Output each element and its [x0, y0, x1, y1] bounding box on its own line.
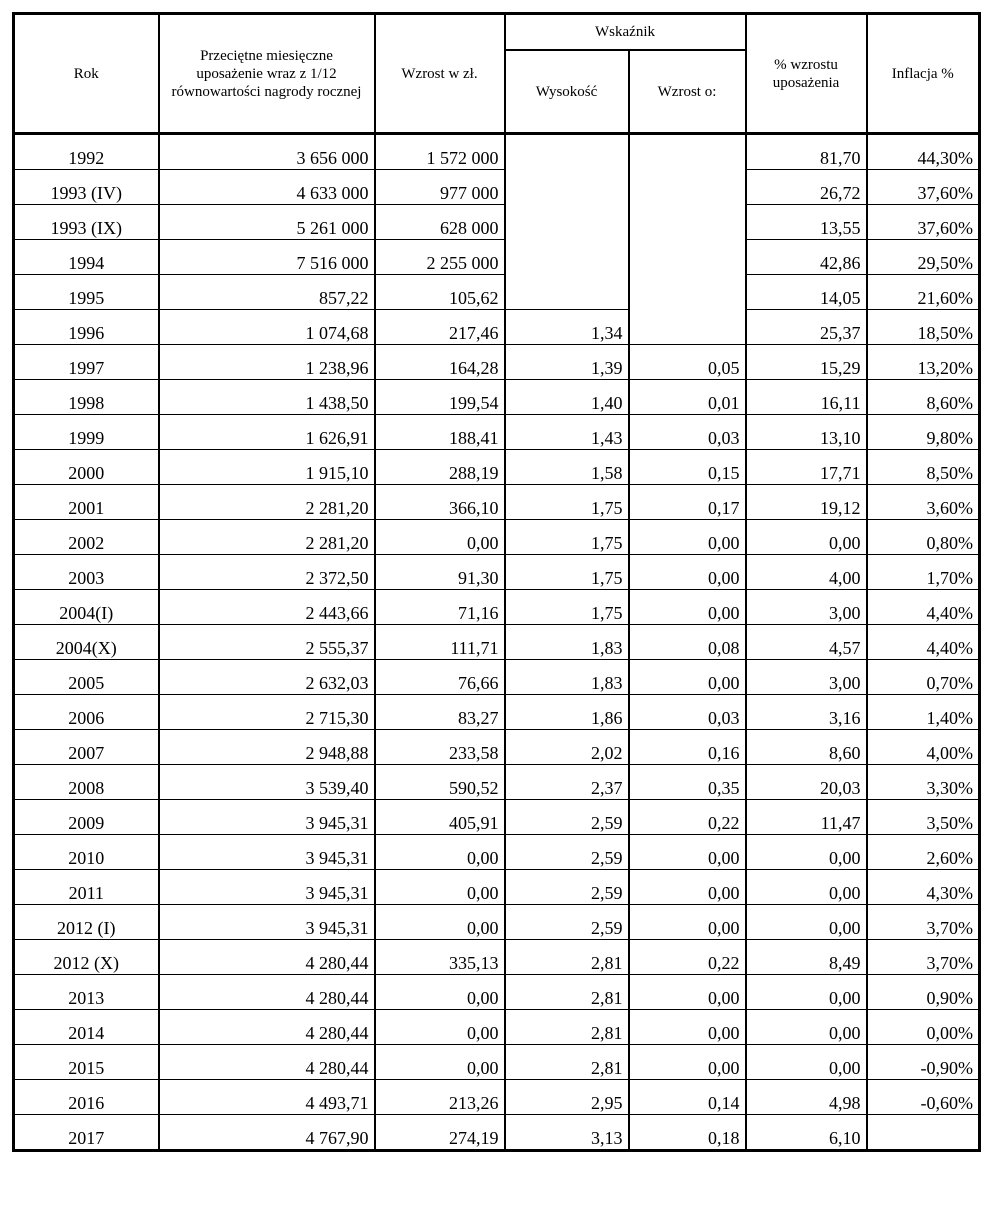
cell-uposazenie: 2 632,03: [159, 660, 375, 695]
cell-proc-wzrostu: 13,10: [746, 415, 867, 450]
cell-proc-wzrostu: 25,37: [746, 310, 867, 345]
cell-uposazenie: 1 915,10: [159, 450, 375, 485]
cell-uposazenie: 7 516 000: [159, 240, 375, 275]
cell-inflacja: 0,80%: [867, 520, 980, 555]
table-row: [14, 660, 980, 695]
cell-rok: 2015: [14, 1045, 159, 1080]
cell-rok: 1995: [14, 275, 159, 310]
table-row: [14, 835, 980, 870]
header-wzrost-o: Wzrost o:: [629, 50, 746, 134]
cell-wzrost: 590,52: [375, 765, 505, 800]
cell-wzrost-o: 0,00: [629, 835, 746, 870]
cell-proc-wzrostu: 3,00: [746, 660, 867, 695]
cell-wysokosc: 2,81: [505, 975, 629, 1010]
cell-inflacja: [867, 1115, 980, 1151]
cell-wzrost-o: 0,01: [629, 380, 746, 415]
cell-inflacja: 3,70%: [867, 940, 980, 975]
cell-proc-wzrostu: 4,57: [746, 625, 867, 660]
cell-proc-wzrostu: 14,05: [746, 275, 867, 310]
cell-uposazenie: 1 438,50: [159, 380, 375, 415]
cell-inflacja: 8,50%: [867, 450, 980, 485]
table-row: [14, 765, 980, 800]
cell-wysokosc: 1,43: [505, 415, 629, 450]
cell-proc-wzrostu: 13,55: [746, 205, 867, 240]
table-row: [14, 695, 980, 730]
cell-rok: 1998: [14, 380, 159, 415]
cell-uposazenie: 2 372,50: [159, 555, 375, 590]
cell-wysokosc-merged-empty: [505, 134, 629, 310]
cell-inflacja: 44,30%: [867, 134, 980, 170]
cell-inflacja: 0,00%: [867, 1010, 980, 1045]
cell-inflacja: 4,40%: [867, 590, 980, 625]
cell-rok: 1996: [14, 310, 159, 345]
table-row: [14, 1045, 980, 1080]
header-wzrost-zl: Wzrost w zł.: [375, 14, 505, 134]
cell-proc-wzrostu: 16,11: [746, 380, 867, 415]
cell-uposazenie: 3 945,31: [159, 905, 375, 940]
cell-inflacja: 13,20%: [867, 345, 980, 380]
table-row: [14, 380, 980, 415]
cell-rok: 2012 (X): [14, 940, 159, 975]
cell-rok: 1994: [14, 240, 159, 275]
table-row: [14, 205, 980, 240]
cell-proc-wzrostu: 0,00: [746, 835, 867, 870]
cell-proc-wzrostu: 3,16: [746, 695, 867, 730]
cell-rok: 2011: [14, 870, 159, 905]
table-row: [14, 520, 980, 555]
cell-wzrost-o: 0,03: [629, 695, 746, 730]
cell-wzrost-o: 0,00: [629, 590, 746, 625]
cell-wzrost-o-merged-empty: [629, 134, 746, 345]
cell-wysokosc: 2,81: [505, 1045, 629, 1080]
salary-table: [12, 12, 981, 1152]
cell-inflacja: -0,90%: [867, 1045, 980, 1080]
table-body: [14, 134, 980, 1151]
table-row: [14, 975, 980, 1010]
cell-rok: 2014: [14, 1010, 159, 1045]
cell-wzrost: 628 000: [375, 205, 505, 240]
cell-wzrost: 71,16: [375, 590, 505, 625]
cell-wysokosc: 2,95: [505, 1080, 629, 1115]
cell-inflacja: -0,60%: [867, 1080, 980, 1115]
cell-rok: 2004(X): [14, 625, 159, 660]
cell-rok: 1992: [14, 134, 159, 170]
table-row: [14, 275, 980, 310]
cell-rok: 2005: [14, 660, 159, 695]
cell-wysokosc: 1,83: [505, 625, 629, 660]
header-uposazenie-text: Przeciętne miesięczne uposażenie wraz z 1/12 równowartości nagrody rocznej: [171, 47, 362, 100]
cell-uposazenie: 3 656 000: [159, 134, 375, 170]
cell-uposazenie: 2 555,37: [159, 625, 375, 660]
cell-wzrost: 405,91: [375, 800, 505, 835]
cell-wzrost-o: 0,15: [629, 450, 746, 485]
cell-uposazenie: 4 280,44: [159, 1010, 375, 1045]
cell-wzrost-o: 0,35: [629, 765, 746, 800]
cell-rok: 2004(I): [14, 590, 159, 625]
cell-proc-wzrostu: 20,03: [746, 765, 867, 800]
cell-wysokosc: 1,39: [505, 345, 629, 380]
cell-wzrost-o: 0,00: [629, 975, 746, 1010]
cell-wzrost: 0,00: [375, 835, 505, 870]
cell-proc-wzrostu: 81,70: [746, 134, 867, 170]
cell-proc-wzrostu: 0,00: [746, 905, 867, 940]
cell-inflacja: 0,70%: [867, 660, 980, 695]
table-row: [14, 555, 980, 590]
header-wysokosc: Wysokość: [505, 50, 629, 134]
cell-uposazenie: 3 945,31: [159, 870, 375, 905]
cell-uposazenie: 1 626,91: [159, 415, 375, 450]
cell-inflacja: 0,90%: [867, 975, 980, 1010]
table-row: [14, 170, 980, 205]
cell-wysokosc: 2,81: [505, 1010, 629, 1045]
cell-wzrost: 83,27: [375, 695, 505, 730]
table-row: [14, 940, 980, 975]
cell-inflacja: 37,60%: [867, 205, 980, 240]
table-row: [14, 134, 980, 170]
cell-uposazenie: 2 715,30: [159, 695, 375, 730]
cell-uposazenie: 3 539,40: [159, 765, 375, 800]
cell-wzrost-o: 0,22: [629, 940, 746, 975]
cell-wzrost: 91,30: [375, 555, 505, 590]
cell-rok: 2017: [14, 1115, 159, 1151]
cell-wzrost: 233,58: [375, 730, 505, 765]
cell-wzrost: 199,54: [375, 380, 505, 415]
cell-wysokosc: 2,37: [505, 765, 629, 800]
cell-wzrost-o: 0,08: [629, 625, 746, 660]
cell-wysokosc: 1,83: [505, 660, 629, 695]
cell-wzrost-o: 0,18: [629, 1115, 746, 1151]
table-row: [14, 485, 980, 520]
cell-wzrost-o: 0,00: [629, 660, 746, 695]
table-row: [14, 800, 980, 835]
cell-rok: 1993 (IV): [14, 170, 159, 205]
cell-uposazenie: 2 948,88: [159, 730, 375, 765]
cell-wzrost-o: 0,00: [629, 1045, 746, 1080]
cell-inflacja: 29,50%: [867, 240, 980, 275]
cell-wzrost-o: 0,16: [629, 730, 746, 765]
cell-uposazenie: 2 281,20: [159, 520, 375, 555]
cell-inflacja: 3,50%: [867, 800, 980, 835]
cell-wysokosc: 2,59: [505, 800, 629, 835]
cell-rok: 2012 (I): [14, 905, 159, 940]
cell-wysokosc: 1,58: [505, 450, 629, 485]
cell-uposazenie: 5 261 000: [159, 205, 375, 240]
cell-wysokosc: 1,75: [505, 485, 629, 520]
cell-proc-wzrostu: 19,12: [746, 485, 867, 520]
cell-uposazenie: 4 280,44: [159, 975, 375, 1010]
cell-proc-wzrostu: 3,00: [746, 590, 867, 625]
table-row: [14, 310, 980, 345]
cell-wzrost: 213,26: [375, 1080, 505, 1115]
cell-wzrost-o: 0,00: [629, 905, 746, 940]
cell-wysokosc: 1,75: [505, 555, 629, 590]
cell-inflacja: 3,70%: [867, 905, 980, 940]
cell-rok: 2008: [14, 765, 159, 800]
table-row: [14, 450, 980, 485]
cell-uposazenie: 3 945,31: [159, 800, 375, 835]
cell-wzrost-o: 0,00: [629, 520, 746, 555]
cell-wzrost-o: 0,17: [629, 485, 746, 520]
cell-rok: 2016: [14, 1080, 159, 1115]
cell-rok: 2013: [14, 975, 159, 1010]
cell-wzrost: 111,71: [375, 625, 505, 660]
cell-rok: 1993 (IX): [14, 205, 159, 240]
cell-uposazenie: 4 280,44: [159, 940, 375, 975]
table-row: [14, 1080, 980, 1115]
table-row: [14, 345, 980, 380]
cell-wzrost: 0,00: [375, 870, 505, 905]
cell-uposazenie: 2 281,20: [159, 485, 375, 520]
cell-wzrost: 217,46: [375, 310, 505, 345]
cell-wysokosc: 2,59: [505, 835, 629, 870]
cell-inflacja: 3,60%: [867, 485, 980, 520]
cell-proc-wzrostu: 0,00: [746, 1045, 867, 1080]
cell-rok: 2002: [14, 520, 159, 555]
cell-wzrost: 977 000: [375, 170, 505, 205]
cell-proc-wzrostu: 0,00: [746, 975, 867, 1010]
cell-inflacja: 4,00%: [867, 730, 980, 765]
cell-wysokosc: 1,75: [505, 520, 629, 555]
cell-wzrost: 76,66: [375, 660, 505, 695]
cell-proc-wzrostu: 0,00: [746, 870, 867, 905]
table-row: [14, 1010, 980, 1045]
cell-rok: 1997: [14, 345, 159, 380]
cell-rok: 2010: [14, 835, 159, 870]
cell-inflacja: 18,50%: [867, 310, 980, 345]
cell-wysokosc: 1,40: [505, 380, 629, 415]
header-inflacja: Inflacja %: [867, 14, 980, 134]
cell-wysokosc: 2,81: [505, 940, 629, 975]
cell-wzrost: 0,00: [375, 1045, 505, 1080]
cell-wysokosc: 1,34: [505, 310, 629, 345]
cell-wzrost: 0,00: [375, 1010, 505, 1045]
cell-proc-wzrostu: 6,10: [746, 1115, 867, 1151]
cell-wysokosc: 3,13: [505, 1115, 629, 1151]
cell-wzrost-o: 0,00: [629, 870, 746, 905]
cell-wzrost: 335,13: [375, 940, 505, 975]
cell-rok: 2003: [14, 555, 159, 590]
cell-inflacja: 1,40%: [867, 695, 980, 730]
header-wskaznik: Wskaźnik: [505, 14, 746, 51]
cell-uposazenie: 1 074,68: [159, 310, 375, 345]
table-header: [14, 14, 980, 134]
cell-proc-wzrostu: 11,47: [746, 800, 867, 835]
cell-inflacja: 37,60%: [867, 170, 980, 205]
table-row: [14, 590, 980, 625]
cell-inflacja: 8,60%: [867, 380, 980, 415]
cell-rok: 2007: [14, 730, 159, 765]
cell-rok: 1999: [14, 415, 159, 450]
cell-uposazenie: 4 280,44: [159, 1045, 375, 1080]
cell-rok: 2009: [14, 800, 159, 835]
cell-inflacja: 9,80%: [867, 415, 980, 450]
cell-proc-wzrostu: 15,29: [746, 345, 867, 380]
cell-wzrost-o: 0,14: [629, 1080, 746, 1115]
cell-wzrost-o: 0,03: [629, 415, 746, 450]
cell-wzrost: 274,19: [375, 1115, 505, 1151]
table-row: [14, 730, 980, 765]
cell-wysokosc: 1,75: [505, 590, 629, 625]
cell-wysokosc: 2,02: [505, 730, 629, 765]
cell-rok: 2001: [14, 485, 159, 520]
cell-wysokosc: 1,86: [505, 695, 629, 730]
table-row: [14, 240, 980, 275]
table-row: [14, 1115, 980, 1151]
cell-inflacja: 1,70%: [867, 555, 980, 590]
cell-wzrost: 0,00: [375, 905, 505, 940]
cell-uposazenie: 4 493,71: [159, 1080, 375, 1115]
cell-inflacja: 21,60%: [867, 275, 980, 310]
cell-uposazenie: 2 443,66: [159, 590, 375, 625]
cell-wzrost: 366,10: [375, 485, 505, 520]
cell-wysokosc: 2,59: [505, 870, 629, 905]
cell-wzrost: 1 572 000: [375, 134, 505, 170]
table-row: [14, 905, 980, 940]
cell-proc-wzrostu: 4,98: [746, 1080, 867, 1115]
header-proc-wzrostu-text: % wzrostu uposażenia: [772, 56, 840, 91]
header-rok: Rok: [14, 14, 159, 134]
cell-wzrost: 288,19: [375, 450, 505, 485]
table-row: [14, 415, 980, 450]
cell-inflacja: 4,30%: [867, 870, 980, 905]
cell-uposazenie: 4 767,90: [159, 1115, 375, 1151]
cell-proc-wzrostu: 0,00: [746, 1010, 867, 1045]
header-uposazenie: [159, 14, 375, 134]
cell-uposazenie: 857,22: [159, 275, 375, 310]
cell-proc-wzrostu: 26,72: [746, 170, 867, 205]
cell-inflacja: 3,30%: [867, 765, 980, 800]
cell-inflacja: 2,60%: [867, 835, 980, 870]
cell-wzrost-o: 0,22: [629, 800, 746, 835]
cell-uposazenie: 3 945,31: [159, 835, 375, 870]
cell-proc-wzrostu: 0,00: [746, 520, 867, 555]
cell-wzrost-o: 0,00: [629, 555, 746, 590]
cell-proc-wzrostu: 17,71: [746, 450, 867, 485]
cell-proc-wzrostu: 8,60: [746, 730, 867, 765]
cell-inflacja: 4,40%: [867, 625, 980, 660]
cell-rok: 2000: [14, 450, 159, 485]
cell-wzrost: 2 255 000: [375, 240, 505, 275]
cell-wzrost-o: 0,00: [629, 1010, 746, 1045]
cell-uposazenie: 4 633 000: [159, 170, 375, 205]
cell-wzrost: 105,62: [375, 275, 505, 310]
cell-wzrost: 0,00: [375, 975, 505, 1010]
cell-wzrost: 164,28: [375, 345, 505, 380]
cell-proc-wzrostu: 42,86: [746, 240, 867, 275]
header-proc-wzrostu: [746, 14, 867, 134]
cell-proc-wzrostu: 8,49: [746, 940, 867, 975]
table-row: [14, 870, 980, 905]
cell-uposazenie: 1 238,96: [159, 345, 375, 380]
table-row: [14, 625, 980, 660]
cell-proc-wzrostu: 4,00: [746, 555, 867, 590]
cell-wzrost: 188,41: [375, 415, 505, 450]
cell-rok: 2006: [14, 695, 159, 730]
cell-wzrost: 0,00: [375, 520, 505, 555]
cell-wysokosc: 2,59: [505, 905, 629, 940]
cell-wzrost-o: 0,05: [629, 345, 746, 380]
